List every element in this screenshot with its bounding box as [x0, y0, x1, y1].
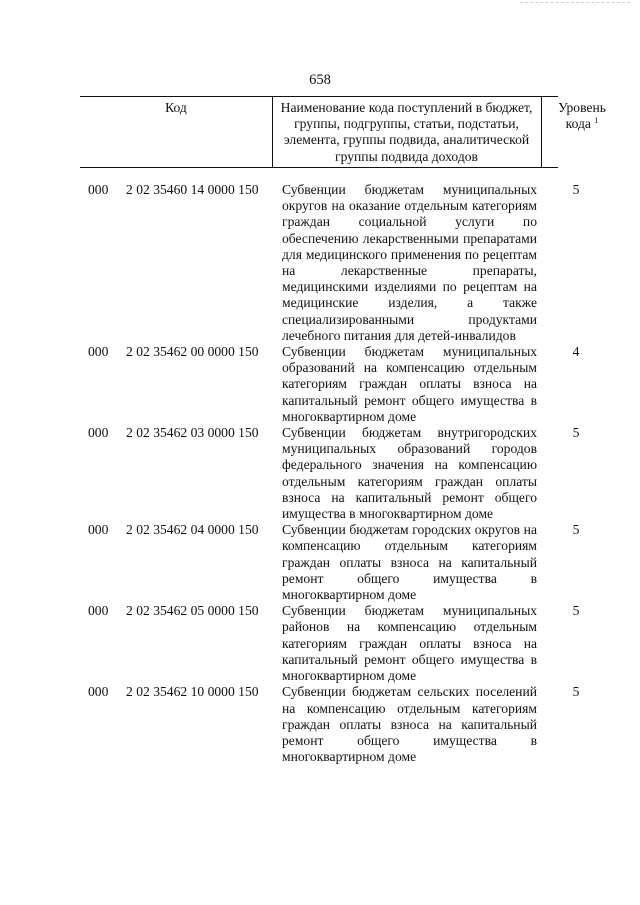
- table-body: [0, 182, 640, 765]
- table-row: [0, 182, 640, 344]
- row-description: Субвенции бюджетам муниципальных образований на компенсацию отдельным категориям граждан оплаты взноса на капитальный ремонт общего имущества в многоквартирном доме: [282, 344, 537, 424]
- row-prefix: 000: [88, 603, 109, 619]
- page-number: 658: [309, 72, 331, 88]
- row-code: 2 02 35460 14 0000 150: [126, 182, 259, 197]
- row-level: 5: [572, 425, 580, 441]
- scan-artifact: [520, 2, 630, 5]
- row-level: 4: [572, 344, 580, 360]
- table-row: [0, 425, 640, 522]
- table-row: [0, 684, 640, 765]
- row-prefix: 000: [88, 182, 109, 197]
- table-row: [0, 603, 640, 684]
- row-code: 2 02 35462 04 0000 150: [126, 522, 259, 538]
- header-level-label: Уровень кода: [558, 100, 606, 132]
- header-code: Код: [165, 100, 187, 115]
- column-divider: [272, 97, 273, 167]
- row-code: 2 02 35462 03 0000 150: [126, 425, 259, 441]
- row-description: Субвенции бюджетам сельских поселений на компенсацию отдельным категориям граждан оплаты взноса на капитальный ремонт общего имущества в многоквартирном доме: [282, 684, 537, 765]
- row-prefix: 000: [88, 344, 109, 360]
- row-description: Субвенции бюджетам городских округов на компенсацию отдельным категориям граждан оплаты взноса на капитальный ремонт общего имущества в многоквартирном доме: [282, 522, 537, 603]
- row-prefix: 000: [88, 425, 109, 441]
- row-description: Субвенции бюджетам муниципальных округов на оказание отдельным категориям граждан социальной услуги по обеспечению лекарственными препаратами для медицинского применения по рецептам на лекарственные препараты, медицинскими изделиями по рецептам на медицинские изделия, а также специализированными продуктами лечебного питания для детей-инвалидов: [282, 182, 537, 343]
- row-prefix: 000: [88, 684, 109, 700]
- column-divider: [541, 97, 542, 167]
- table-row: [0, 522, 640, 603]
- header-name: Наименование кода поступлений в бюджет, группы, подгруппы, статьи, подстатьи, элемента, группы подвида, аналитической группы подвида доходов: [280, 100, 533, 164]
- header-level-footnote: 1: [594, 116, 599, 126]
- header-level: [543, 100, 621, 132]
- row-description: Субвенции бюджетам внутригородских муниципальных образований городов федерального значения на компенсацию отдельным категориям граждан оплаты взноса на капитальный ремонт общего имущества в многоквартирном доме: [282, 425, 537, 522]
- row-description: Субвенции бюджетам муниципальных районов на компенсацию отдельным категориям граждан оплаты взноса на капитальный ремонт общего имущества в многоквартирном доме: [282, 603, 537, 684]
- row-level: 5: [572, 603, 580, 619]
- row-code: 2 02 35462 05 0000 150: [126, 603, 259, 619]
- row-level: 5: [572, 522, 580, 538]
- row-code: 2 02 35462 00 0000 150: [126, 344, 259, 360]
- row-code: 2 02 35462 10 0000 150: [126, 684, 259, 700]
- table-row: [0, 344, 640, 425]
- table-header: [80, 96, 606, 168]
- row-level: 5: [572, 182, 580, 197]
- row-prefix: 000: [88, 522, 109, 538]
- row-level: 5: [572, 684, 580, 700]
